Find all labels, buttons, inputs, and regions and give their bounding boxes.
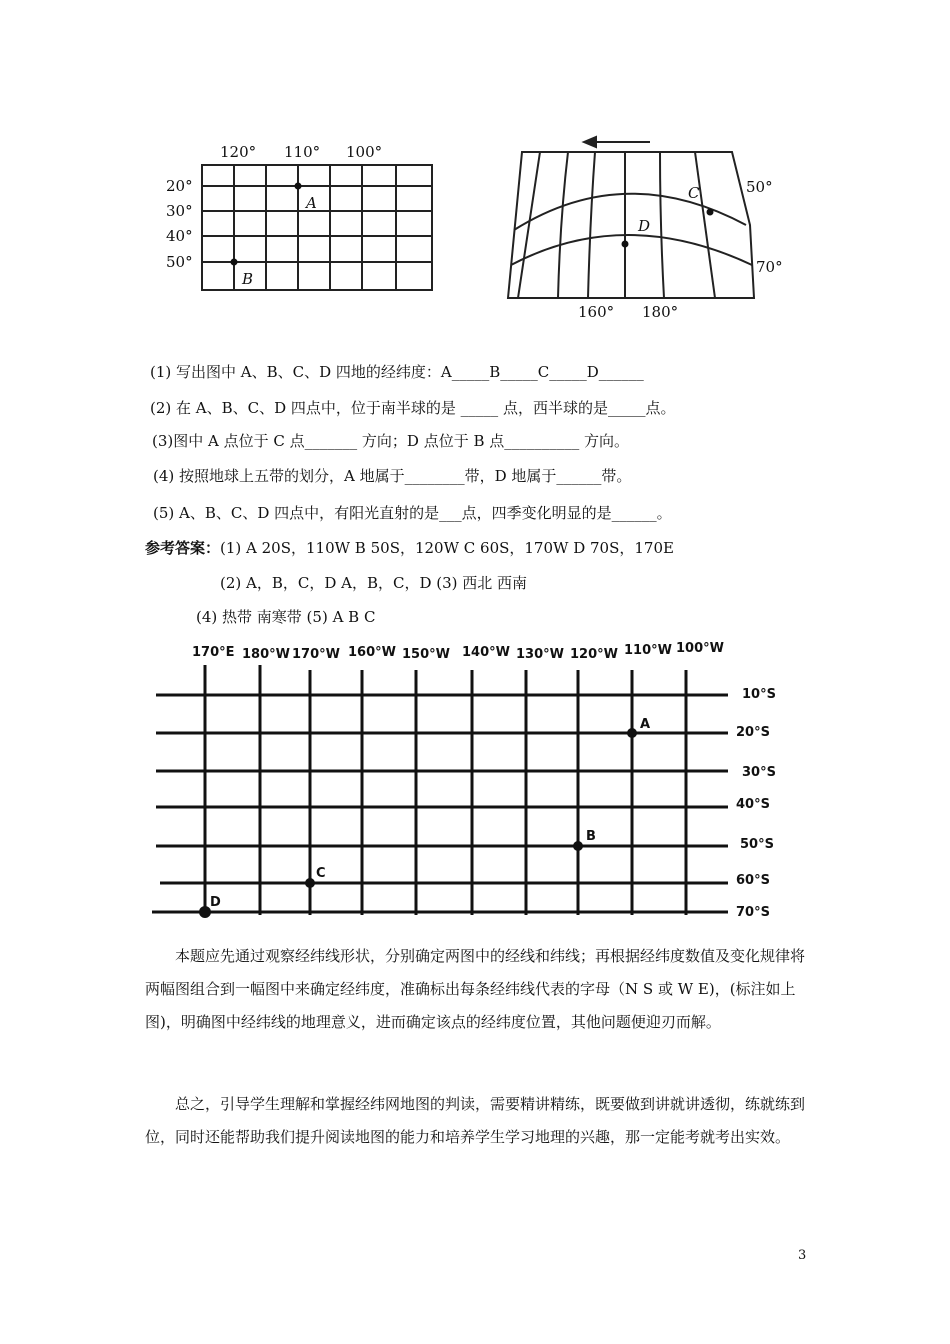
map2-point-d-label: D	[638, 217, 651, 235]
map3-top-label: 110°W	[624, 643, 672, 658]
answer-line-3: (4) 热带 南寒带 (5) A B C	[196, 608, 376, 626]
map2-right-label: 50°	[746, 178, 773, 196]
map3-point-d-label: D	[210, 895, 221, 910]
answer-line-2: (2) A，B，C，D A，B，C，D (3) 西北 西南	[220, 574, 528, 592]
map1-left-label: 50°	[166, 253, 193, 271]
map3-top-label: 140°W	[462, 645, 510, 660]
map3-right-label: 70°S	[736, 905, 770, 920]
map2-point-d-dot	[622, 241, 629, 248]
map1-top-label: 110°	[284, 143, 321, 161]
map2-point-c-label: C	[688, 184, 700, 202]
map3-grid	[150, 632, 790, 932]
map3-right-label: 60°S	[736, 873, 770, 888]
page-number: 3	[798, 1248, 807, 1263]
map1-point-a-label: A	[306, 194, 317, 212]
map3-point-c-dot	[305, 878, 315, 888]
map3-top-label: 170°E	[192, 645, 235, 660]
map3-point-b-dot	[573, 841, 583, 851]
question-2: (2) 在 A、B、C、D 四点中，位于南半球的是 _____ 点，西半球的是_____点。	[150, 399, 676, 417]
map3-top-label: 120°W	[570, 647, 618, 662]
map1-grid	[160, 135, 450, 305]
map3-point-c-label: C	[316, 866, 326, 881]
map1-top-label: 120°	[220, 143, 257, 161]
arrow-left-icon	[584, 137, 650, 147]
map3-point-a-dot	[627, 728, 637, 738]
question-3: (3)图中 A 点位于 C 点_______ 方向；D 点位于 B 点__________ 方向。	[152, 432, 630, 450]
question-4: (4) 按照地球上五带的划分，A 地属于________带，D 地属于______带。	[153, 467, 632, 485]
map3-point-b-label: B	[586, 829, 596, 844]
map3-top-label: 100°W	[676, 641, 724, 656]
map3-top-label: 130°W	[516, 647, 564, 662]
map1-left-label: 20°	[166, 177, 193, 195]
map3-right-label: 30°S	[742, 765, 776, 780]
map1-point-b-dot	[231, 259, 238, 266]
map2-bottom-label: 160°	[578, 303, 615, 321]
answer-text-1: (1) A 20S，110W B 50S，120W C 60S，170W D 70S，170E	[220, 539, 674, 557]
answer-heading: 参考答案：	[145, 539, 221, 557]
map1-left-label: 40°	[166, 227, 193, 245]
map3-right-label: 40°S	[736, 797, 770, 812]
map1-top-label: 100°	[346, 143, 383, 161]
map3-right-label: 10°S	[742, 687, 776, 702]
explanation-paragraph: 本题应先通过观察经纬线形状，分别确定两图中的经线和纬线；再根据经纬度数值及变化规律将两幅图组合到一幅图中来确定经纬度，准确标出每条经纬线代表的字母（N S 或 W E)，(标注如上图)，明确图中经纬线的地理意义，进而确定该点的经纬度位置，其他问题便迎刃而解。	[145, 947, 806, 1031]
map3-top-label: 160°W	[348, 645, 396, 660]
map3-point-a-label: A	[640, 717, 651, 732]
question-1: (1) 写出图中 A、B、C、D 四地的经纬度：A_____B_____C_____D______	[150, 363, 644, 381]
conclusion-paragraph: 总之，引导学生理解和掌握经纬网地图的判读，需要精讲精练，既要做到讲就讲透彻，练就练到位，同时还能帮助我们提升阅读地图的能力和培养学生学习地理的兴趣，那一定能考就考出实效。	[145, 1095, 806, 1146]
map1-left-label: 30°	[166, 202, 193, 220]
map1-point-a-dot	[295, 183, 302, 190]
map2-grid	[500, 130, 800, 330]
map2-bottom-label: 180°	[642, 303, 679, 321]
map3-top-label: 180°W	[242, 647, 290, 662]
map2-point-c-dot	[707, 209, 714, 216]
map3-top-label: 150°W	[402, 647, 450, 662]
map3-right-label: 50°S	[740, 837, 774, 852]
map2-right-label: 70°	[756, 258, 783, 276]
map3-top-label: 170°W	[292, 647, 340, 662]
map1-point-b-label: B	[242, 270, 254, 288]
question-5: (5) A、B、C、D 四点中，有阳光直射的是___点，四季变化明显的是______。	[153, 504, 672, 522]
map3-right-label: 20°S	[736, 725, 770, 740]
answer-line-1	[145, 537, 674, 558]
